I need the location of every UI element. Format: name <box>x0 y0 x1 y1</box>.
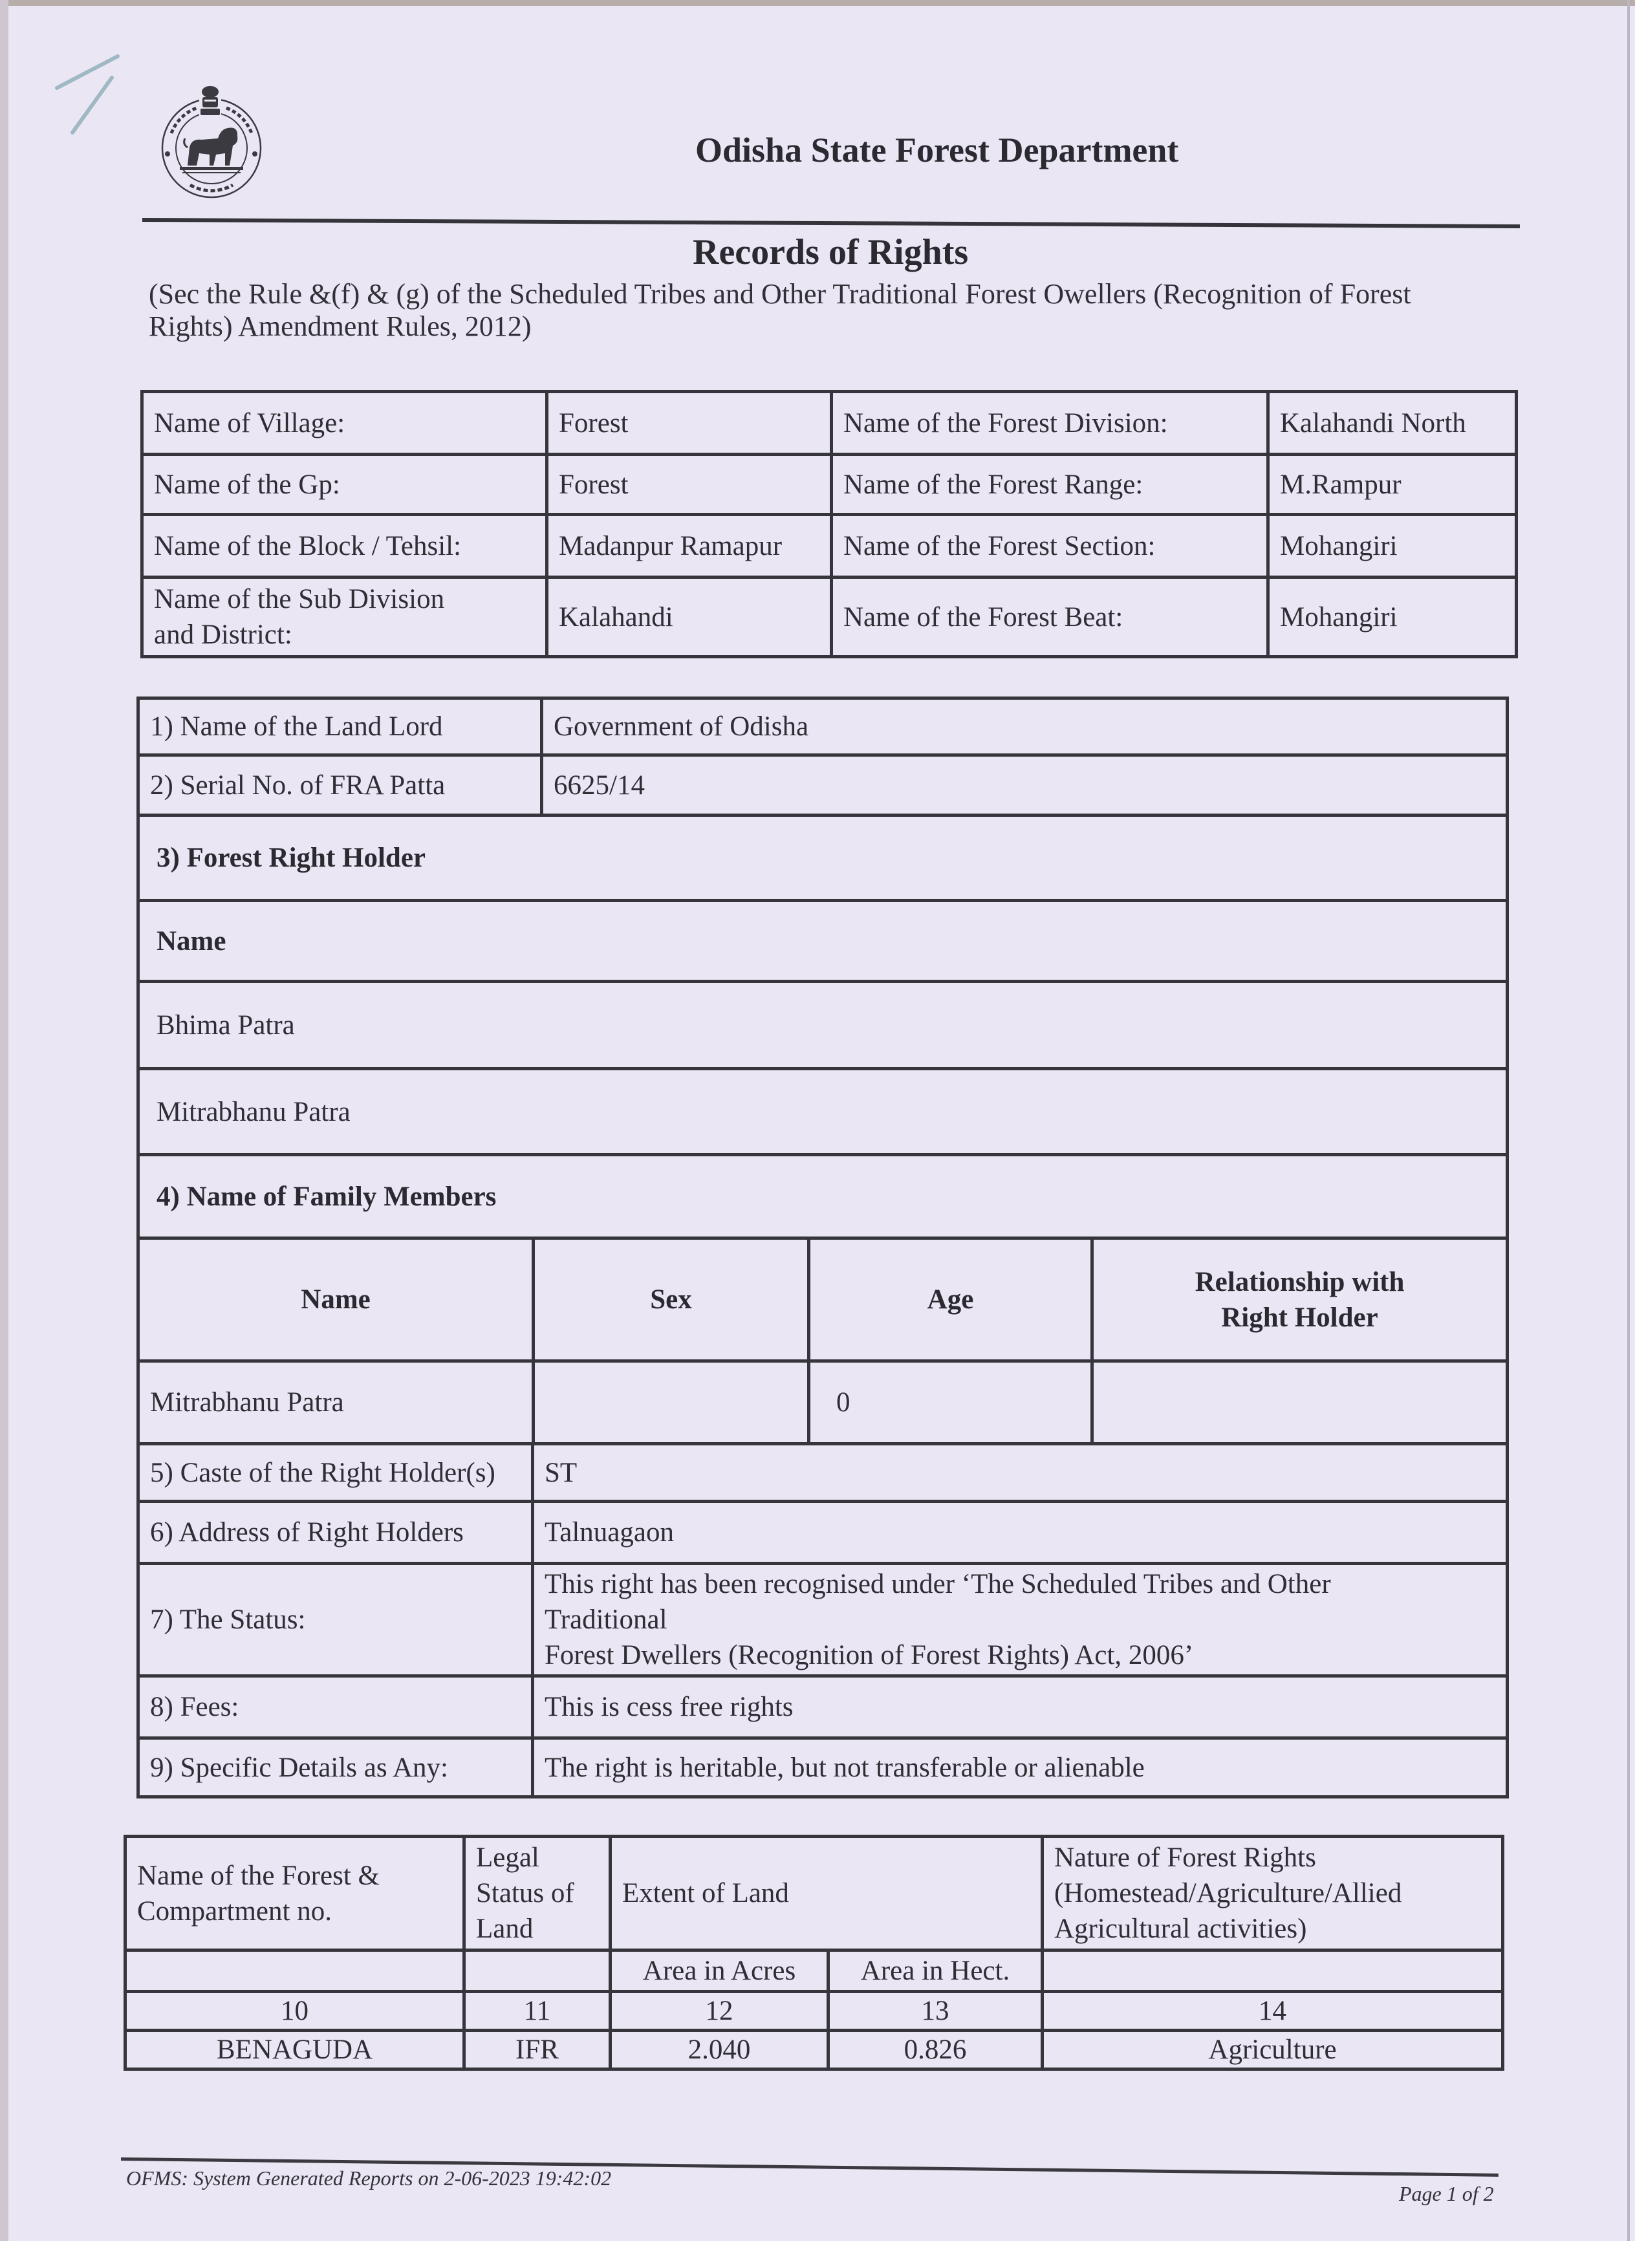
subheader-empty <box>127 1952 462 1990</box>
address-value: Talnuagaon <box>534 1503 1506 1562</box>
caste-label: 5) Caste of the Right Holder(s) <box>140 1445 531 1500</box>
scan-edge-top <box>0 0 1635 6</box>
forest-division-label: Name of the Forest Division: <box>833 393 1266 453</box>
holder-name: Mitrabhanu Patra <box>140 1070 1506 1153</box>
column-header-area-hect: Area in Hect. <box>830 1952 1041 1990</box>
caste-value: ST <box>534 1445 1506 1500</box>
header-divider <box>142 218 1520 228</box>
column-number: 13 <box>830 1993 1041 2029</box>
village-label: Name of Village: <box>144 393 545 453</box>
forest-division-value: Kalahandi North <box>1270 393 1515 453</box>
fees-label: 8) Fees: <box>140 1678 531 1736</box>
forest-beat-label: Name of the Forest Beat: <box>833 579 1266 655</box>
document-title: Records of Rights <box>693 232 969 272</box>
fees-value: This is cess free rights <box>534 1678 1506 1736</box>
sub-division-value: Kalahandi <box>548 579 830 655</box>
column-header-nature-of-rights: Nature of Forest Rights (Homestead/Agriculture/Allied Agricultural activities) <box>1044 1838 1501 1949</box>
specific-details-label: 9) Specific Details as Any: <box>140 1740 531 1795</box>
area-hect-value: 0.826 <box>830 2032 1041 2068</box>
forest-right-holder-heading: 3) Forest Right Holder <box>140 817 1506 899</box>
serial-no-label: 2) Serial No. of FRA Patta <box>140 757 540 814</box>
column-header-relationship: Relationship with Right Holder <box>1094 1240 1506 1359</box>
right-holder-table <box>136 697 1509 1240</box>
forest-compartment-value: BENAGUDA <box>127 2032 462 2068</box>
status-value: This right has been recognised under ‘The Scheduled Tribes and Other Traditional Forest Dwellers (Recognition of Forest Rights) Act, 2006’ <box>534 1565 1506 1674</box>
scan-margin-bottom <box>0 2241 1635 2268</box>
department-name: Odisha State Forest Department <box>695 131 1179 169</box>
column-number: 12 <box>612 1993 827 2029</box>
column-header-forest-compartment: Name of the Forest & Compartment no. <box>127 1838 462 1949</box>
column-number: 11 <box>466 1993 609 2029</box>
land-lord-label: 1) Name of the Land Lord <box>140 700 540 753</box>
family-member-relationship <box>1094 1363 1506 1442</box>
rights-details-table <box>136 1442 1509 1798</box>
odisha-state-emblem-icon <box>157 83 266 206</box>
document-subtitle: (Sec the Rule &(f) & (g) of the Scheduled Tribes and Other Traditional Forest Owellers (Recognition of Forest Rights) Amendment Rules, 2012) <box>149 278 1411 342</box>
staple-icon <box>0 0 162 149</box>
column-number: 10 <box>127 1993 462 2029</box>
village-value: Forest <box>548 393 830 453</box>
sub-division-label: Name of the Sub Division and District: <box>144 579 545 655</box>
family-members-table <box>136 1237 1509 1445</box>
block-tehsil-label: Name of the Block / Tehsil: <box>144 516 545 576</box>
column-header-extent-of-land: Extent of Land <box>612 1838 1041 1949</box>
column-number: 14 <box>1044 1993 1501 2029</box>
scan-edge-right <box>1627 0 1630 2241</box>
nature-of-rights-value: Agriculture <box>1044 2032 1501 2068</box>
scan-edge-left <box>0 0 8 2241</box>
family-members-heading: 4) Name of Family Members <box>140 1156 1506 1237</box>
forest-section-value: Mohangiri <box>1270 516 1515 576</box>
address-label: 6) Address of Right Holders <box>140 1503 531 1562</box>
subheader-empty <box>466 1952 609 1990</box>
family-member-age: 0 <box>810 1363 1090 1442</box>
column-header-sex: Sex <box>535 1240 807 1359</box>
land-details-table <box>124 1835 1504 2071</box>
legal-status-value: IFR <box>466 2032 609 2068</box>
location-table <box>140 390 1518 658</box>
subheader-empty <box>1044 1952 1501 1990</box>
block-tehsil-value: Madanpur Ramapur <box>548 516 830 576</box>
area-acres-value: 2.040 <box>612 2032 827 2068</box>
specific-details-value: The right is heritable, but not transferable or alienable <box>534 1740 1506 1795</box>
forest-beat-value: Mohangiri <box>1270 579 1515 655</box>
family-member-name: Mitrabhanu Patra <box>140 1363 532 1442</box>
serial-no-value: 6625/14 <box>543 757 1506 814</box>
column-header-age: Age <box>810 1240 1090 1359</box>
land-lord-value: Government of Odisha <box>543 700 1506 753</box>
column-header-area-acres: Area in Acres <box>612 1952 827 1990</box>
generated-timestamp: OFMS: System Generated Reports on 2-06-2023 19:42:02 <box>126 2166 612 2190</box>
gp-value: Forest <box>548 456 830 513</box>
page-number: Page 1 of 2 <box>1399 2182 1494 2205</box>
forest-range-value: M.Rampur <box>1270 456 1515 513</box>
gp-label: Name of the Gp: <box>144 456 545 513</box>
family-member-sex <box>535 1363 807 1442</box>
forest-section-label: Name of the Forest Section: <box>833 516 1266 576</box>
column-header-legal-status: Legal Status of Land <box>466 1838 609 1949</box>
column-header-name: Name <box>140 1240 532 1359</box>
holder-name: Bhima Patra <box>140 983 1506 1067</box>
forest-range-label: Name of the Forest Range: <box>833 456 1266 513</box>
status-label: 7) The Status: <box>140 1565 531 1674</box>
holder-name-heading: Name <box>140 902 1506 980</box>
